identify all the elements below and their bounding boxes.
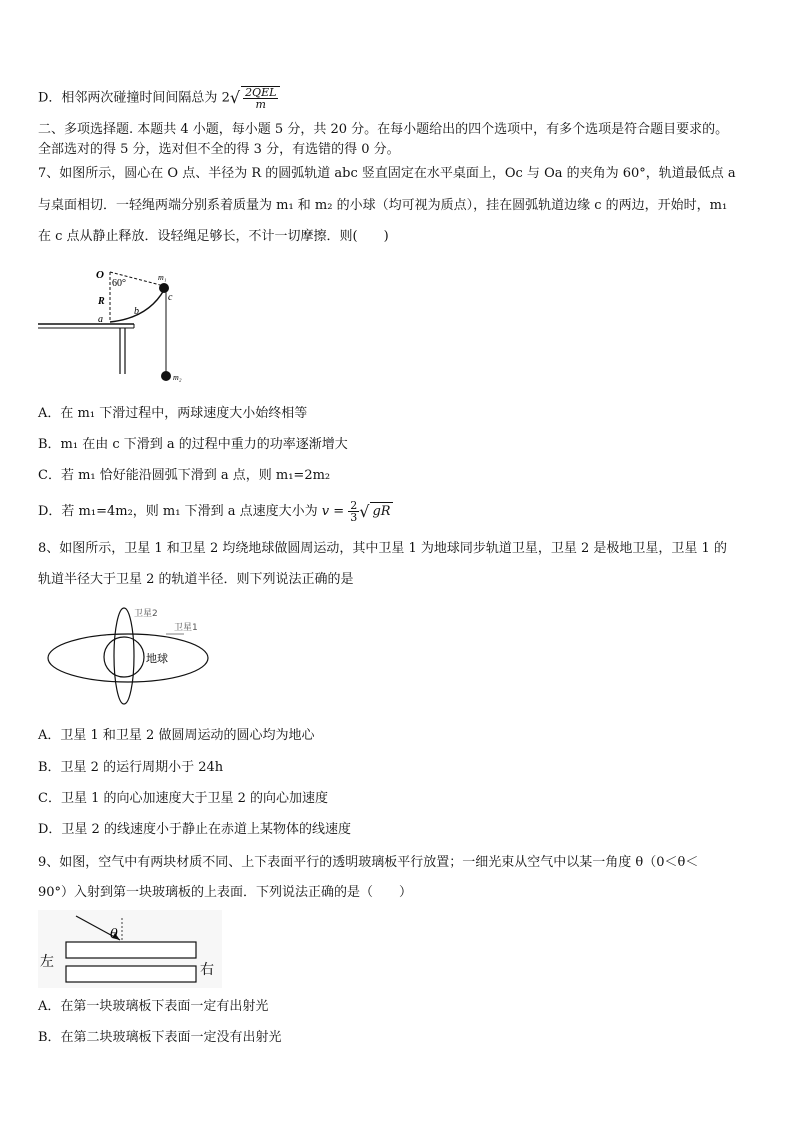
label-c: c <box>168 292 173 303</box>
q7-figure <box>38 262 198 388</box>
label-earth: 地球 <box>146 652 168 665</box>
label-angle: 60° <box>112 278 126 289</box>
label-sat1: 卫星1 <box>174 623 198 633</box>
q9-stem-line1: 9、如图，空气中有两块材质不同、上下表面平行的透明玻璃板平行放置；一细光束从空气中以某一角度 θ（0＜θ＜ <box>38 855 699 870</box>
fraction-numerator: 2QEL <box>245 86 277 99</box>
label-theta: θ <box>110 927 118 942</box>
fraction-denominator: m <box>255 98 266 111</box>
q8-option-a: A．卫星 1 和卫星 2 做圆周运动的圆心均为地心 <box>38 728 315 743</box>
sqrt-symbol: √ <box>229 88 241 107</box>
q7-stem-line2: 与桌面相切．一轻绳两端分别系着质量为 m₁ 和 m₂ 的小球（均可视为质点），挂在圆弧轨道边缘 c 的两边，开始时，m₁ <box>38 198 728 213</box>
label-R: R <box>98 296 105 307</box>
section2-line1: 二、多项选择题. 本题共 4 小题，每小题 5 分，共 20 分。在每小题给出的四个选项中，有多个选项是符合题目要求的。 <box>38 122 729 137</box>
q7-option-b: B．m₁ 在由 c 下滑到 a 的过程中重力的功率逐渐增大 <box>38 437 348 452</box>
label-a: a <box>98 314 103 325</box>
q7-option-d-radicand: gR <box>372 504 391 519</box>
q8-option-b: B．卫星 2 的运行周期小于 24h <box>38 760 224 775</box>
q9-figure <box>38 910 222 988</box>
q7-option-c: C．若 m₁ 恰好能沿圆弧下滑到 a 点，则 m₁=2m₂ <box>38 468 331 483</box>
q6-option-d-coef: 2 <box>221 90 230 106</box>
q7-option-a: A．在 m₁ 下滑过程中，两球速度大小始终相等 <box>38 406 308 421</box>
q6-option-d-text: D．相邻两次碰撞时间间隔总为 <box>38 90 218 106</box>
q8-stem-line2: 轨道半径大于卫星 2 的轨道半径．则下列说法正确的是 <box>38 572 354 587</box>
label-right: 右 <box>200 962 214 978</box>
label-left: 左 <box>40 954 54 970</box>
q7-option-d-v: v = <box>321 504 345 519</box>
q7-stem-line1: 7、如图所示，圆心在 O 点、半径为 R 的圆弧轨道 abc 竖直固定在水平桌面上，Oc 与 Oa 的夹角为 60°，轨道最低点 a <box>38 166 736 181</box>
q7-option-d <box>38 500 393 523</box>
q6-option-d <box>38 86 280 110</box>
section2-line2: 全部选对的得 5 分，选对但不全的得 3 分，有选错的得 0 分。 <box>38 142 400 157</box>
label-m1: m₁ <box>158 273 167 282</box>
q8-option-d: D．卫星 2 的线速度小于静止在赤道上某物体的线速度 <box>38 822 351 837</box>
fraction-denominator: 3 <box>350 511 358 524</box>
label-m2: m₂ <box>173 373 182 382</box>
q8-figure <box>44 600 220 710</box>
label-O: O <box>96 269 104 281</box>
q9-option-b: B．在第二块玻璃板下表面一定没有出射光 <box>38 1030 282 1045</box>
fraction-numerator: 2 <box>350 499 358 512</box>
q7-option-d-text: D．若 m₁=4m₂，则 m₁ 下滑到 a 点速度大小为 <box>38 504 318 519</box>
q9-stem-line2: 90°）入射到第一块玻璃板的上表面．下列说法正确的是（ ） <box>38 885 413 900</box>
q8-option-c: C．卫星 1 的向心加速度大于卫星 2 的向心加速度 <box>38 791 329 806</box>
q9-option-a: A．在第一块玻璃板下表面一定有出射光 <box>38 999 269 1014</box>
q8-stem-line1: 8、如图所示，卫星 1 和卫星 2 均绕地球做圆周运动，其中卫星 1 为地球同步轨道卫星，卫星 2 是极地卫星，卫星 1 的 <box>38 541 727 556</box>
label-b: b <box>134 306 139 317</box>
label-sat2: 卫星2 <box>134 609 158 619</box>
sqrt-symbol: √ <box>359 501 370 521</box>
q7-stem-line3: 在 c 点从静止释放．设轻绳足够长，不计一切摩擦．则( ) <box>38 229 389 244</box>
